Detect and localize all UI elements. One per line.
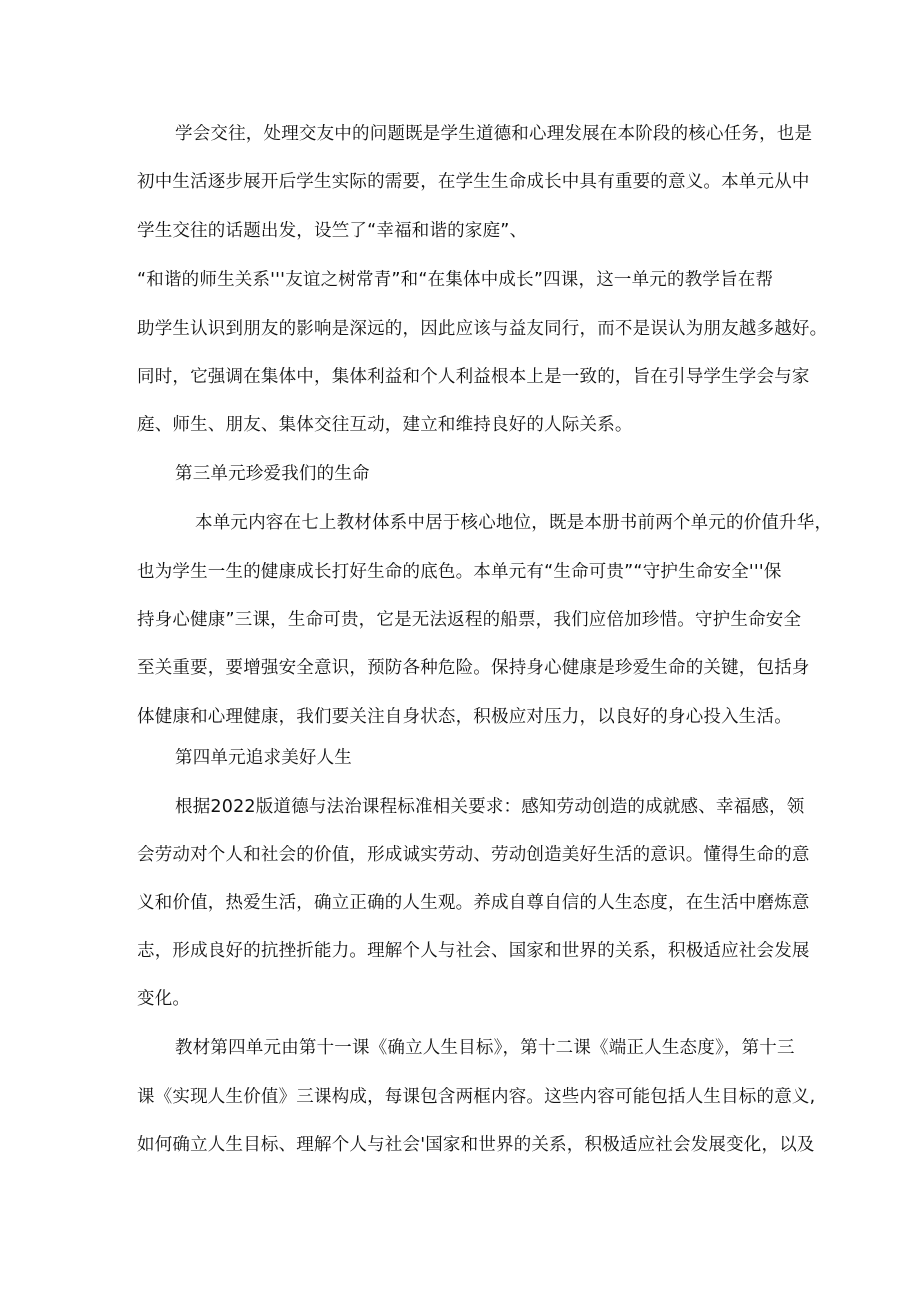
paragraph-line: 课《实现人生价值》三课构成，每课包含两框内容。这些内容可能包括人生目标的意义, bbox=[137, 1087, 816, 1107]
paragraph-line: 学生交往的话题出发，设竺了“幸福和谐的家庭”、 bbox=[137, 221, 528, 241]
paragraph-line: 同时，它强调在集体中，集体利益和个人利益根本上是一致的，旨在引导学生学会与家 bbox=[137, 367, 810, 387]
paragraph-line: 如何确立人生目标、理解个人与社会'国家和世界的关系，积极适应社会发展变化，以及 bbox=[137, 1135, 815, 1155]
paragraph-line: 助学生认识到朋友的影响是深远的，因此应该与益友同行，而不是误认为朋友越多越好。 bbox=[137, 319, 828, 339]
paragraph-line: 义和价值，热爱生活，确立正确的人生观。养成自尊自信的人生态度，在生活中磨炼意 bbox=[137, 893, 810, 913]
paragraph-line: 变化。 bbox=[137, 989, 191, 1009]
paragraph-line: 持身心健康”三课，生命可贵，它是无法返程的船票，我们应倍加珍惜。守护生命安全 bbox=[137, 610, 802, 630]
paragraph-line: 会劳动对个人和社会的价值，形成诚实劳动、劳动创造美好生活的意识。懂得生命的意 bbox=[137, 845, 810, 865]
paragraph-line: 志，形成良好的抗挫折能力。理解个人与社会、国家和世界的关系，积极适应社会发展 bbox=[137, 941, 810, 961]
paragraph-line: 本单元内容在七上教材体系中居于核心地位，既是本册书前两个单元的价值升华， bbox=[195, 513, 833, 533]
paragraph-line: 体健康和心理健康，我们要关注自身状态，积极应对压力，以良好的身心投入生活。 bbox=[137, 707, 792, 727]
paragraph-line: 庭、师生、朋友、集体交往互动，建立和维持良好的人际关系。 bbox=[137, 415, 633, 435]
paragraph-line: 学会交往，处理交友中的问题既是学生道德和心理发展在本阶段的核心任务，也是 bbox=[175, 124, 813, 144]
paragraph-line: 教材第四单元由第十一课《确立人生目标》，第十二课《端正人生态度》，第十三 bbox=[175, 1038, 795, 1058]
section-heading: 第四单元追求美好人生 bbox=[175, 748, 352, 768]
paragraph-line: 也为学生一生的健康成长打好生命的底色。本单元有“生命可贵”“守护生命安全'''保 bbox=[137, 562, 782, 582]
paragraph-line: 根据2022版道德与法治课程标准相关要求：感知劳动创造的成就感、幸福感，领 bbox=[175, 797, 805, 817]
paragraph-line: 初中生活逐步展开后学生实际的需要，在学生生命成长中具有重要的意义。本单元从中 bbox=[137, 172, 810, 192]
paragraph-line: 至关重要，要增强安全意识，预防各种危险。保持身心健康是珍爱生命的关键，包括身 bbox=[137, 658, 810, 678]
paragraph-line: “和谐的师生关系'''友谊之树常青”和“在集体中成长”四课，这一单元的教学旨在帮 bbox=[137, 270, 774, 290]
section-heading: 第三单元珍爱我们的生命 bbox=[175, 464, 370, 484]
